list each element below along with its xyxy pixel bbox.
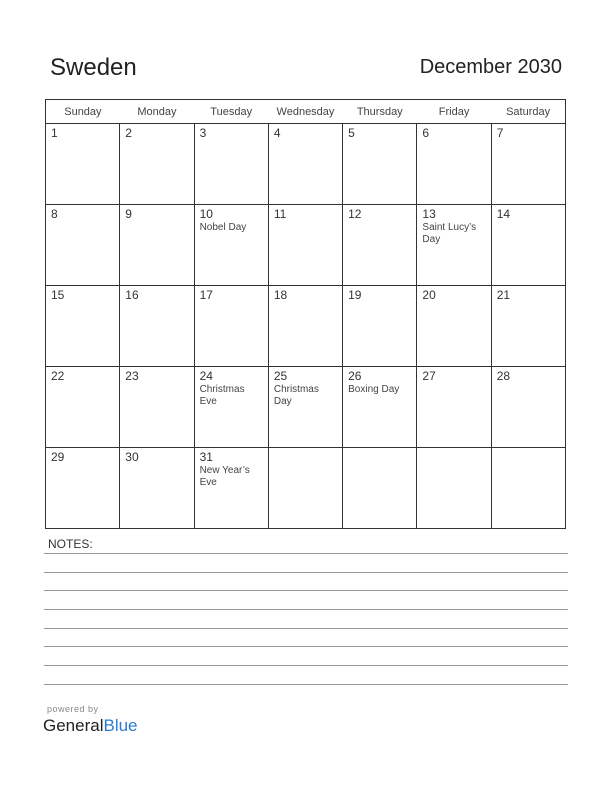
day-cell bbox=[120, 448, 194, 529]
note-line bbox=[44, 646, 568, 647]
day-cell bbox=[194, 367, 268, 448]
week-row bbox=[46, 205, 566, 286]
day-cell bbox=[120, 124, 194, 205]
day-cell bbox=[268, 286, 342, 367]
holiday-label: Christmas Day bbox=[273, 384, 319, 407]
day-number: 9 bbox=[125, 207, 132, 221]
weekday-thursday: Thursday bbox=[343, 100, 417, 124]
holiday-label: Nobel Day bbox=[199, 222, 247, 233]
week-row bbox=[46, 286, 566, 367]
day-cell bbox=[343, 367, 417, 448]
day-cell bbox=[268, 205, 342, 286]
day-cell bbox=[120, 205, 194, 286]
brand-blue: Blue bbox=[103, 716, 138, 735]
day-cell bbox=[46, 448, 120, 529]
day-cell bbox=[46, 205, 120, 286]
day-cell bbox=[491, 367, 565, 448]
day-number: 3 bbox=[199, 126, 207, 140]
day-cell bbox=[417, 205, 491, 286]
day-number: 10 bbox=[199, 207, 213, 221]
day-cell bbox=[417, 286, 491, 367]
day-number: 26 bbox=[348, 369, 362, 383]
day-number: 1 bbox=[51, 126, 58, 140]
day-number: 22 bbox=[51, 369, 65, 383]
day-number: 4 bbox=[273, 126, 281, 140]
day-cell bbox=[491, 286, 565, 367]
holiday-label: Saint Lucy’s Day bbox=[422, 222, 477, 245]
weekday-friday: Friday bbox=[417, 100, 491, 124]
day-number: 19 bbox=[348, 288, 362, 302]
day-cell bbox=[417, 448, 491, 529]
holiday-label: Christmas Eve bbox=[199, 384, 245, 407]
day-number: 21 bbox=[496, 288, 511, 302]
day-cell bbox=[194, 205, 268, 286]
day-number: 20 bbox=[422, 288, 436, 302]
note-line bbox=[44, 665, 568, 666]
note-line bbox=[44, 684, 568, 685]
day-cell bbox=[491, 124, 565, 205]
day-cell bbox=[268, 124, 342, 205]
weekday-tuesday: Tuesday bbox=[194, 100, 268, 124]
weekday-header-row bbox=[46, 100, 566, 124]
notes-label: NOTES: bbox=[48, 537, 93, 551]
day-number: 16 bbox=[125, 288, 139, 302]
day-cell bbox=[343, 205, 417, 286]
day-number: 30 bbox=[125, 450, 139, 464]
day-cell bbox=[194, 286, 268, 367]
day-cell bbox=[343, 286, 417, 367]
day-number: 15 bbox=[51, 288, 65, 302]
weekday-wednesday: Wednesday bbox=[268, 100, 342, 124]
day-cell bbox=[417, 124, 491, 205]
day-number: 31 bbox=[199, 450, 213, 464]
day-number: 28 bbox=[496, 369, 511, 383]
day-number: 13 bbox=[422, 207, 436, 221]
day-number: 27 bbox=[422, 369, 436, 383]
day-cell bbox=[194, 124, 268, 205]
day-number: 29 bbox=[51, 450, 65, 464]
brand-logo bbox=[43, 716, 138, 736]
brand-general: General bbox=[43, 716, 104, 735]
day-cell bbox=[343, 448, 417, 529]
note-line bbox=[44, 553, 568, 554]
day-cell bbox=[46, 367, 120, 448]
note-line bbox=[44, 572, 568, 573]
day-number: 6 bbox=[422, 126, 430, 140]
day-cell bbox=[268, 367, 342, 448]
week-row bbox=[46, 367, 566, 448]
day-cell bbox=[46, 286, 120, 367]
weekday-saturday: Saturday bbox=[491, 100, 565, 124]
day-cell bbox=[46, 124, 120, 205]
week-row bbox=[46, 448, 566, 529]
day-number: 8 bbox=[51, 207, 58, 221]
day-number: 7 bbox=[496, 126, 504, 140]
day-number: 11 bbox=[273, 207, 287, 221]
day-cell bbox=[194, 448, 268, 529]
day-number: 5 bbox=[348, 126, 355, 140]
day-cell bbox=[268, 448, 342, 529]
day-number: 18 bbox=[273, 288, 288, 302]
note-line bbox=[44, 609, 568, 610]
weekday-sunday: Sunday bbox=[46, 100, 120, 124]
month-title: December 2030 bbox=[419, 56, 562, 78]
day-cell bbox=[417, 367, 491, 448]
holiday-label: New Year’s Eve bbox=[199, 465, 250, 488]
day-cell bbox=[343, 124, 417, 205]
day-cell bbox=[120, 367, 194, 448]
note-line bbox=[44, 628, 568, 629]
day-cell bbox=[491, 448, 565, 529]
day-number: 17 bbox=[199, 288, 213, 302]
powered-by-text: powered by bbox=[47, 704, 99, 714]
day-number: 25 bbox=[273, 369, 288, 383]
calendar-grid bbox=[45, 99, 566, 529]
day-number: 24 bbox=[199, 369, 213, 383]
day-number: 2 bbox=[125, 126, 132, 140]
day-number: 14 bbox=[496, 207, 511, 221]
day-cell bbox=[491, 205, 565, 286]
note-line bbox=[44, 590, 568, 591]
country-title: Sweden bbox=[50, 54, 137, 81]
week-row bbox=[46, 124, 566, 205]
day-number: 12 bbox=[348, 207, 362, 221]
holiday-label: Boxing Day bbox=[348, 384, 400, 395]
weekday-monday: Monday bbox=[120, 100, 194, 124]
day-cell bbox=[120, 286, 194, 367]
day-number: 23 bbox=[125, 369, 139, 383]
